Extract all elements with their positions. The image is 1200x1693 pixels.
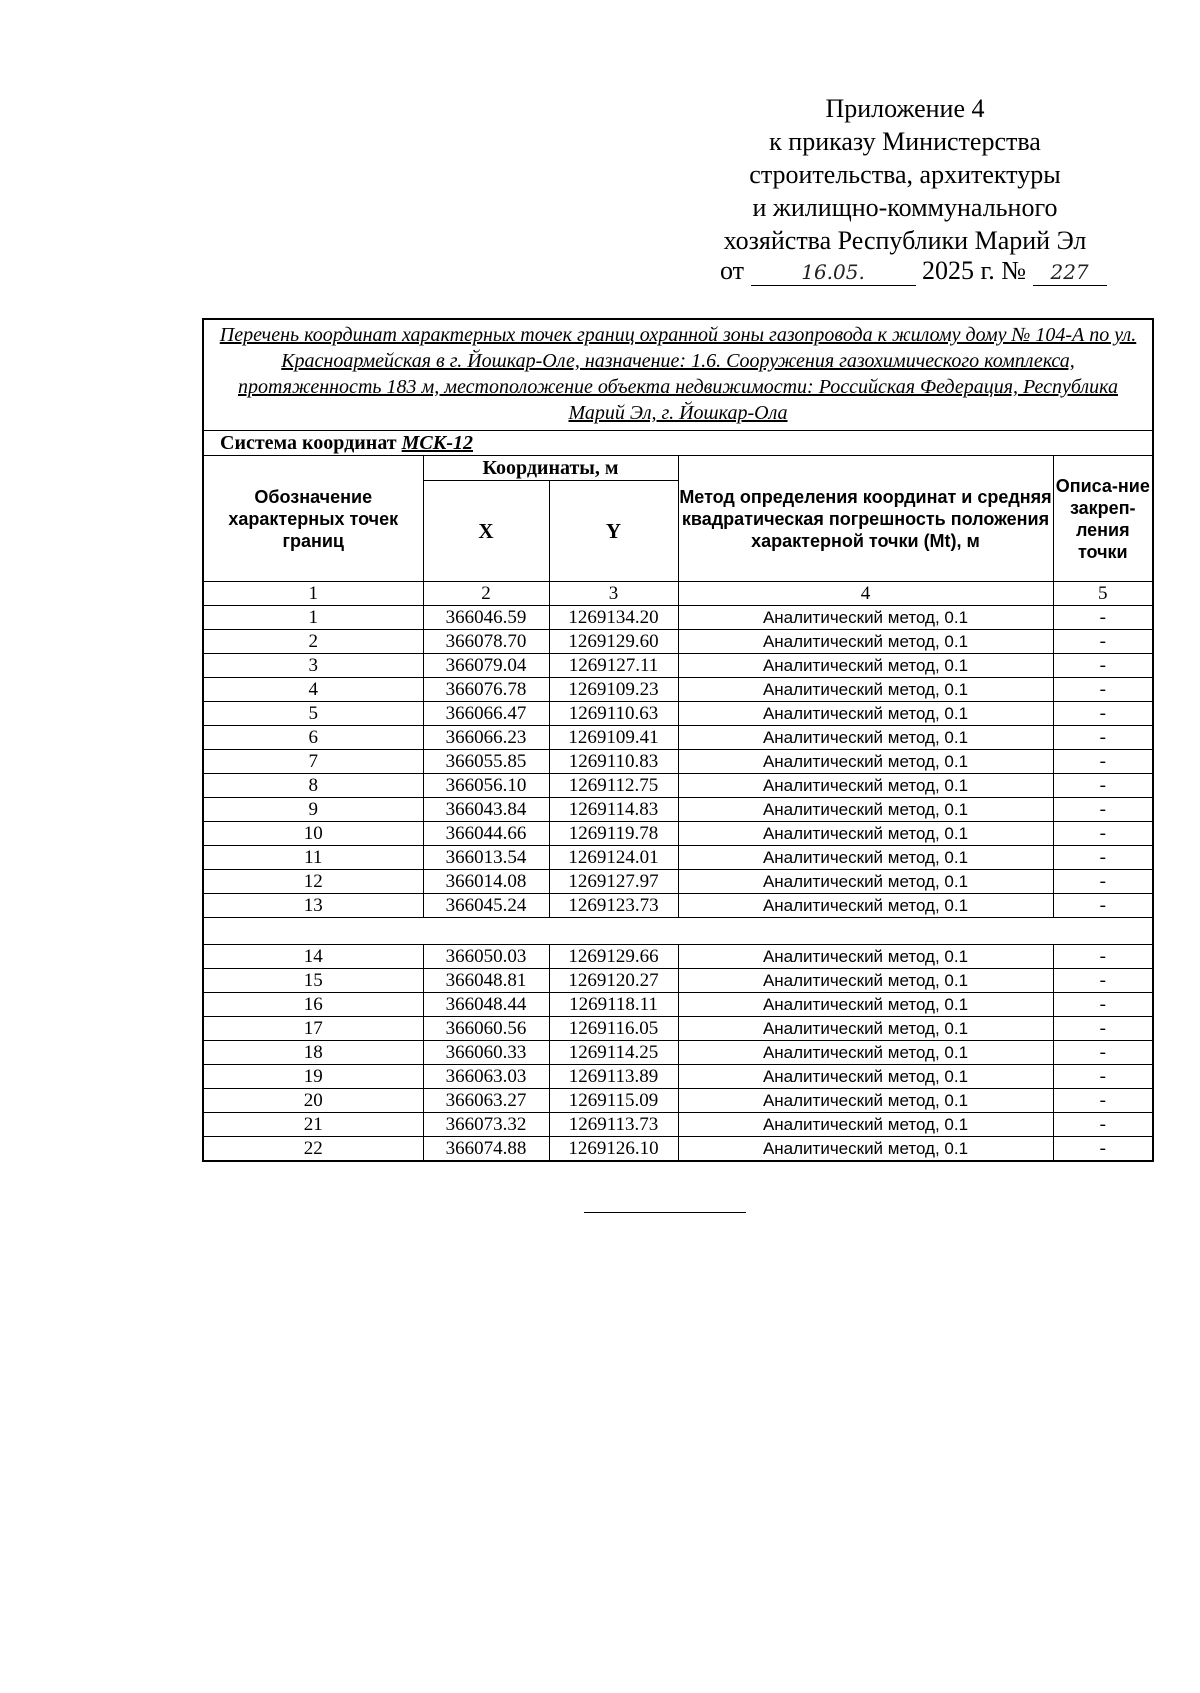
- handwritten-date: 16.05.: [751, 259, 916, 286]
- cell-fixation: -: [1053, 726, 1153, 750]
- cell-fixation: -: [1053, 1113, 1153, 1137]
- cell-fixation: -: [1053, 993, 1153, 1017]
- table-row: [203, 630, 1153, 654]
- cell-coord-x: 366055.85: [423, 750, 549, 774]
- cell-coord-x: 366079.04: [423, 654, 549, 678]
- coordinates-table-wrap: [202, 318, 1152, 1162]
- table-row: [203, 606, 1153, 630]
- appendix-header: [690, 92, 1120, 257]
- cell-coord-y: 1269127.97: [549, 870, 678, 894]
- cell-coord-y: 1269124.01: [549, 846, 678, 870]
- header-coordinates: Координаты, м: [423, 456, 678, 481]
- cell-method: Аналитический метод, 0.1: [678, 846, 1053, 870]
- cell-fixation: -: [1053, 822, 1153, 846]
- cell-coord-x: 366014.08: [423, 870, 549, 894]
- table-row: [203, 993, 1153, 1017]
- table-row: [203, 945, 1153, 969]
- year-text: 2025 г. №: [922, 256, 1027, 285]
- cell-point-id: 12: [203, 870, 423, 894]
- column-number: 2: [423, 582, 549, 606]
- cell-method: Аналитический метод, 0.1: [678, 870, 1053, 894]
- cell-point-id: 20: [203, 1089, 423, 1113]
- table-row: [203, 870, 1153, 894]
- cell-fixation: -: [1053, 630, 1153, 654]
- cell-coord-x: 366050.03: [423, 945, 549, 969]
- cell-coord-x: 366013.54: [423, 846, 549, 870]
- table-row: [203, 750, 1153, 774]
- cell-point-id: 3: [203, 654, 423, 678]
- header-y: Y: [549, 481, 678, 582]
- column-number: 4: [678, 582, 1053, 606]
- cell-fixation: -: [1053, 945, 1153, 969]
- cell-coord-x: 366048.44: [423, 993, 549, 1017]
- cell-coord-y: 1269116.05: [549, 1017, 678, 1041]
- cell-coord-y: 1269109.41: [549, 726, 678, 750]
- cell-point-id: 6: [203, 726, 423, 750]
- header-line: и жилищно-коммунального: [752, 193, 1058, 222]
- table-row: [203, 678, 1153, 702]
- table-row: [203, 1113, 1153, 1137]
- cell-coord-x: 366060.33: [423, 1041, 549, 1065]
- cell-fixation: -: [1053, 1065, 1153, 1089]
- cell-method: Аналитический метод, 0.1: [678, 1113, 1053, 1137]
- column-number: 5: [1053, 582, 1153, 606]
- cell-coord-y: 1269123.73: [549, 894, 678, 918]
- table-row: [203, 969, 1153, 993]
- cell-method: Аналитический метод, 0.1: [678, 630, 1053, 654]
- cell-method: Аналитический метод, 0.1: [678, 1089, 1053, 1113]
- closing-rule: [584, 1212, 746, 1213]
- cell-coord-x: 366056.10: [423, 774, 549, 798]
- table-row: [203, 726, 1153, 750]
- cell-method: Аналитический метод, 0.1: [678, 798, 1053, 822]
- header-line: хозяйства Республики Марий Эл: [723, 226, 1087, 255]
- cell-fixation: -: [1053, 678, 1153, 702]
- cell-coord-x: 366076.78: [423, 678, 549, 702]
- cell-method: Аналитический метод, 0.1: [678, 654, 1053, 678]
- cell-point-id: 2: [203, 630, 423, 654]
- coordinate-system: [203, 431, 1153, 456]
- header-line: Приложение 4: [825, 94, 985, 123]
- cell-point-id: 22: [203, 1137, 423, 1162]
- cell-method: Аналитический метод, 0.1: [678, 945, 1053, 969]
- cell-coord-x: 366063.27: [423, 1089, 549, 1113]
- table-row: [203, 702, 1153, 726]
- table-row: [203, 846, 1153, 870]
- cell-method: Аналитический метод, 0.1: [678, 774, 1053, 798]
- table-row: [203, 894, 1153, 918]
- group-separator-cell: [203, 918, 1153, 945]
- cell-method: Аналитический метод, 0.1: [678, 993, 1053, 1017]
- cell-coord-y: 1269114.83: [549, 798, 678, 822]
- header-line: к приказу Министерства: [769, 127, 1041, 156]
- cell-fixation: -: [1053, 1017, 1153, 1041]
- cell-coord-y: 1269126.10: [549, 1137, 678, 1162]
- cell-coord-y: 1269129.60: [549, 630, 678, 654]
- cell-fixation: -: [1053, 1137, 1153, 1162]
- cell-coord-x: 366046.59: [423, 606, 549, 630]
- cell-point-id: 5: [203, 702, 423, 726]
- cell-method: Аналитический метод, 0.1: [678, 1041, 1053, 1065]
- cell-method: Аналитический метод, 0.1: [678, 1065, 1053, 1089]
- cell-coord-x: 366043.84: [423, 798, 549, 822]
- header-description: Описа-ние закреп-ления точки: [1053, 456, 1153, 582]
- cell-point-id: 16: [203, 993, 423, 1017]
- cell-fixation: -: [1053, 846, 1153, 870]
- group-separator-row: [203, 918, 1153, 945]
- cell-point-id: 4: [203, 678, 423, 702]
- cell-point-id: 8: [203, 774, 423, 798]
- cell-fixation: -: [1053, 894, 1153, 918]
- cell-coord-x: 366066.47: [423, 702, 549, 726]
- cell-method: Аналитический метод, 0.1: [678, 678, 1053, 702]
- header-line: строительства, архитектуры: [749, 160, 1061, 189]
- coordinate-system-value: МСК-12: [401, 432, 473, 454]
- cell-coord-x: 366066.23: [423, 726, 549, 750]
- table-row: [203, 654, 1153, 678]
- date-prefix: от: [720, 256, 745, 285]
- cell-fixation: -: [1053, 870, 1153, 894]
- cell-method: Аналитический метод, 0.1: [678, 1017, 1053, 1041]
- table-row: [203, 774, 1153, 798]
- cell-point-id: 11: [203, 846, 423, 870]
- coordinates-table: [202, 318, 1154, 1162]
- cell-fixation: -: [1053, 654, 1153, 678]
- cell-point-id: 7: [203, 750, 423, 774]
- cell-method: Аналитический метод, 0.1: [678, 894, 1053, 918]
- cell-coord-x: 366074.88: [423, 1137, 549, 1162]
- cell-point-id: 14: [203, 945, 423, 969]
- table-row: [203, 1137, 1153, 1162]
- header-x: X: [423, 481, 549, 582]
- cell-point-id: 9: [203, 798, 423, 822]
- cell-point-id: 13: [203, 894, 423, 918]
- cell-point-id: 17: [203, 1017, 423, 1041]
- cell-point-id: 15: [203, 969, 423, 993]
- handwritten-order-number: 227: [1033, 259, 1107, 286]
- cell-coord-y: 1269112.75: [549, 774, 678, 798]
- cell-method: Аналитический метод, 0.1: [678, 1137, 1053, 1162]
- cell-coord-x: 366073.32: [423, 1113, 549, 1137]
- cell-fixation: -: [1053, 798, 1153, 822]
- cell-coord-y: 1269127.11: [549, 654, 678, 678]
- table-row: [203, 1089, 1153, 1113]
- cell-fixation: -: [1053, 969, 1153, 993]
- table-row: [203, 1017, 1153, 1041]
- cell-fixation: -: [1053, 750, 1153, 774]
- cell-method: Аналитический метод, 0.1: [678, 726, 1053, 750]
- coordinate-system-label: Система координат: [220, 432, 397, 454]
- cell-coord-x: 366078.70: [423, 630, 549, 654]
- cell-point-id: 21: [203, 1113, 423, 1137]
- table-row: [203, 798, 1153, 822]
- cell-coord-y: 1269129.66: [549, 945, 678, 969]
- cell-point-id: 19: [203, 1065, 423, 1089]
- cell-coord-y: 1269134.20: [549, 606, 678, 630]
- cell-coord-y: 1269118.11: [549, 993, 678, 1017]
- cell-fixation: -: [1053, 774, 1153, 798]
- table-row: [203, 1065, 1153, 1089]
- cell-coord-y: 1269119.78: [549, 822, 678, 846]
- table-row: [203, 822, 1153, 846]
- cell-coord-y: 1269110.63: [549, 702, 678, 726]
- column-numbers-row: [203, 582, 1153, 606]
- cell-coord-y: 1269114.25: [549, 1041, 678, 1065]
- cell-coord-y: 1269109.23: [549, 678, 678, 702]
- cell-method: Аналитический метод, 0.1: [678, 606, 1053, 630]
- table-row: [203, 1041, 1153, 1065]
- header-method: Метод определения координат и средняя квадратическая погрешность положения характерной точки (Mt), м: [678, 456, 1053, 582]
- cell-coord-y: 1269113.73: [549, 1113, 678, 1137]
- column-number: 3: [549, 582, 678, 606]
- cell-point-id: 1: [203, 606, 423, 630]
- cell-coord-x: 366044.66: [423, 822, 549, 846]
- cell-coord-x: 366045.24: [423, 894, 549, 918]
- cell-fixation: -: [1053, 1089, 1153, 1113]
- header-point: Обозначение характерных точек границ: [203, 456, 423, 582]
- cell-coord-y: 1269115.09: [549, 1089, 678, 1113]
- column-number: 1: [203, 582, 423, 606]
- table-title: Перечень координат характерных точек границ охранной зоны газопровода к жилому дому № 104-А по ул. Красноармейская в г. Йошкар-Оле, назначение: 1.6. Сооружения газохимического комплекса, протяженность 183 м, местоположение объекта недвижимости: Российская Федерация, Республика Марий Эл, г. Йошкар-Ола: [203, 319, 1153, 431]
- cell-coord-x: 366063.03: [423, 1065, 549, 1089]
- cell-method: Аналитический метод, 0.1: [678, 702, 1053, 726]
- cell-coord-y: 1269110.83: [549, 750, 678, 774]
- cell-method: Аналитический метод, 0.1: [678, 822, 1053, 846]
- cell-fixation: -: [1053, 606, 1153, 630]
- cell-point-id: 10: [203, 822, 423, 846]
- cell-method: Аналитический метод, 0.1: [678, 750, 1053, 774]
- cell-coord-x: 366048.81: [423, 969, 549, 993]
- cell-point-id: 18: [203, 1041, 423, 1065]
- cell-fixation: -: [1053, 1041, 1153, 1065]
- cell-coord-y: 1269113.89: [549, 1065, 678, 1089]
- order-date-line: [720, 256, 1130, 286]
- cell-coord-y: 1269120.27: [549, 969, 678, 993]
- cell-method: Аналитический метод, 0.1: [678, 969, 1053, 993]
- cell-coord-x: 366060.56: [423, 1017, 549, 1041]
- cell-fixation: -: [1053, 702, 1153, 726]
